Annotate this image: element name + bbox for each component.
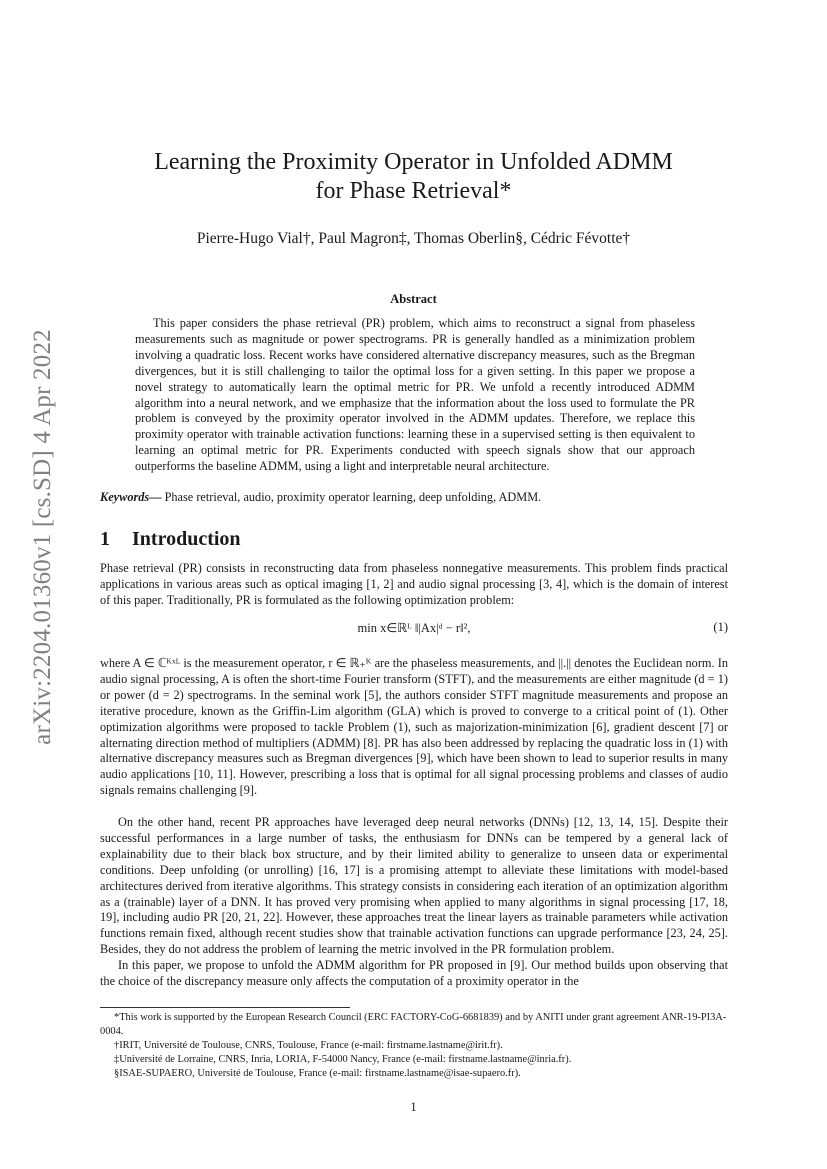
section-number: 1 <box>100 528 110 550</box>
paragraph-4: In this paper, we propose to unfold the ADMM algorithm for PR proposed in [9]. Our method builds upon observing that the choice of the discrepancy measure only affects the computation of a proximity operator in the <box>100 958 728 988</box>
paragraph-3: On the other hand, recent PR approaches have leveraged deep neural networks (DNNs) [12, 13, 14, 15]. Despite their successful performances in a large number of tasks, the enthusiasm for DNNs can be tempered by a general lack of explainability due to their black box structure, and by their limited ability to generalize to unseen data or experimental conditions. Deep unfolding (or unrolling) [16, 17] is a promising attempt to alleviate these limitations with model-based architectures derived from iterative algorithms. This strategy consists in considering each iteration of an optimization algorithm as a (trainable) layer of a DNN. It has proved very promising when applied to many algorithms in signal processing [17, 18, 19], including audio PR [20, 21, 22]. However, these approaches treat the linear layers as trainable parameters while activation functions remain fixed, although recent studies show that trainable activation functions can upgrade performance [23, 24, 25]. Besides, they do not address the problem of learning the metric involved in the PR formulation problem. <box>100 815 728 957</box>
title-line-2: for Phase Retrieval* <box>315 178 512 204</box>
footnote-funding: *This work is supported by the European Research Council (ERC FACTORY-CoG-6681839) and by ANITI under grant agreement ANR-19-PI3A-0004. <box>100 1012 727 1037</box>
arxiv-identifier <box>28 329 58 745</box>
equation-expression: min x∈ℝᴸ ‖|Ax|ᵈ − r‖², <box>357 621 471 635</box>
keywords <box>100 490 730 506</box>
footnote-loria: ‡Université de Lorraine, CNRS, Inria, LORIA, F-54000 Nancy, France (e-mail: firstname.lastname@inria.fr). <box>114 1054 572 1065</box>
keywords-text: Phase retrieval, audio, proximity operator learning, deep unfolding, ADMM. <box>161 490 542 504</box>
footnote-irit: †IRIT, Université de Toulouse, CNRS, Toulouse, France (e-mail: firstname.lastname@irit.fr). <box>114 1040 503 1051</box>
equation-number: (1) <box>713 620 728 634</box>
paragraph-2: where A ∈ ℂᴷˣᴸ is the measurement operator, r ∈ ℝ₊ᴷ are the phaseless measurements, and ||.|| denotes the Euclidean norm. In audio signal processing, A is often the short-time Fourier transform (STFT), and the measurements are either magnitude (d = 1) or power (d = 2) spectrograms. In the seminal work [5], the authors consider STFT magnitude measurements and propose an iterative procedure, known as the Griffin-Lim algorithm (GLA) which is proved to converge to a critical point of (1). Other optimization algorithms were proposed to tackle Problem (1), such as majorization-minimization [6], gradient descent [7] or alternating direction method of multipliers (ADMM) [8]. PR has also been addressed by replacing the quadratic loss in (1) with alternative discrepancy measures such as Bregman divergences [9], which have been shown to lead to superior results in many audio applications [10, 11]. However, prescribing a loss that is optimal for all signal processing problems and classes of audio signals remains challenging [9]. <box>100 656 728 798</box>
keywords-label: Keywords— <box>100 490 162 504</box>
footnote-isae: §ISAE-SUPAERO, Université de Toulouse, France (e-mail: firstname.lastname@isae-supaero.fr). <box>114 1068 521 1079</box>
footnotes <box>100 1011 728 1081</box>
abstract-heading: Abstract <box>390 292 437 306</box>
section-title: Introduction <box>132 528 241 550</box>
paper-title <box>100 148 727 206</box>
section-heading <box>100 528 241 551</box>
title-line-1: Learning the Proximity Operator in Unfolded ADMM <box>154 149 673 175</box>
paragraph-1: Phase retrieval (PR) consists in reconstructing data from phaseless nonnegative measurements. This problem finds practical applications in various areas such as optical imaging [1, 2] and audio signal processing [3, 4], which is the domain of interest of this paper. Traditionally, PR is formulated as the following optimization problem: <box>100 561 728 607</box>
page-number: 1 <box>410 1100 417 1114</box>
abstract-text: This paper considers the phase retrieval (PR) problem, which aims to reconstruct a signal from phaseless measurements such as magnitude or power spectrograms. PR is generally handled as a minimization problem involving a quadratic loss. Recent works have considered alternative discrepancy measures, such as the Bregman divergences, but it is still challenging to tailor the optimal loss for a given setting. In this paper we propose a novel strategy to automatically learn the optimal metric for PR. We unfold a recently introduced ADMM algorithm into a neural network, and we emphasize that the information about the loss used to formulate the PR problem is conveyed by the proximity operator involved in the ADMM updates. Therefore, we replace this proximity operator with trainable activation functions: learning these in a supervised setting is then equivalent to learning an optimal metric for PR. Experiments conducted with speech signals show that our approach outperforms the baseline ADMM, using a light and interpretable neural architecture. <box>135 316 695 474</box>
equation-1 <box>100 618 728 646</box>
footnote-divider <box>100 1007 350 1008</box>
author-list: Pierre-Hugo Vial†, Paul Magron‡, Thomas Oberlin§, Cédric Févotte† <box>196 230 631 247</box>
arxiv-id-text: arXiv:2204.01360v1 [cs.SD] 4 Apr 2022 <box>29 329 56 745</box>
